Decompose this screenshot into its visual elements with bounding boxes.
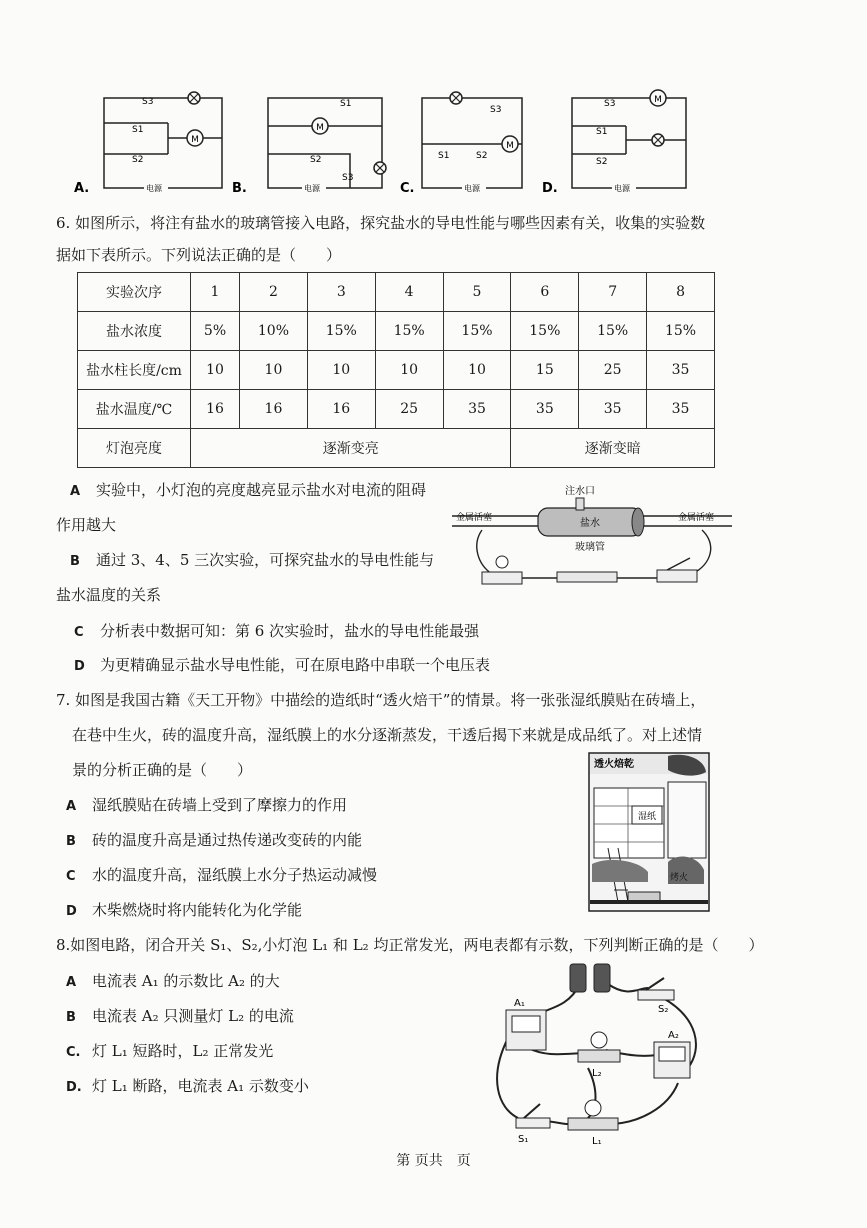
row-header: 盐水温度/℃ — [78, 390, 191, 429]
option-marker: D. — [66, 1080, 82, 1095]
q8-stem: 8.如图电路，闭合开关 S₁、S₂,小灯泡 L₁ 和 L₂ 均正常发光，两电表都有示数，下列判断正确的是（ ） — [56, 936, 764, 954]
option-marker: B — [66, 834, 76, 849]
q5-circuit-c — [400, 88, 540, 198]
table-cell: 16 — [307, 390, 375, 429]
right-plug-label: 金属活塞 — [678, 513, 715, 523]
option-label-b: B. — [232, 181, 247, 196]
lamp-l1-icon — [585, 1100, 601, 1116]
table-cell: 15% — [647, 312, 715, 351]
table-cell: 10 — [375, 351, 443, 390]
switch-label-s3: S3 — [142, 97, 154, 107]
q7-stem-line-2: 在巷中生火，砖的温度升高，湿纸膜上的水分逐渐蒸发，干透后揭下来就是成品纸了。对上述情 — [72, 726, 703, 744]
option-text: 电流表 A₂ 只测量灯 L₂ 的电流 — [92, 1007, 294, 1025]
inlet-label: 注水口 — [565, 486, 595, 497]
q5-circuit-b — [230, 88, 400, 198]
switch-s1-label: S₁ — [518, 1134, 529, 1145]
q7-option-a[interactable] — [66, 794, 347, 818]
option-marker: D — [74, 659, 85, 674]
option-text: 水的温度升高，湿纸膜上水分子热运动减慢 — [92, 866, 378, 884]
lamp-l2-base — [578, 1050, 620, 1062]
switch-s2-label: S₂ — [658, 1004, 669, 1015]
table-cell: 8 — [647, 273, 715, 312]
row-header: 盐水柱长度/cm — [78, 351, 191, 390]
table-cell: 16 — [191, 390, 240, 429]
battery-icon — [594, 964, 610, 992]
saltwater-tube-figure — [452, 484, 732, 594]
option-marker: B — [66, 1010, 76, 1025]
table-cell: 10% — [240, 312, 308, 351]
table-cell: 35 — [443, 390, 511, 429]
table-cell: 10 — [307, 351, 375, 390]
q8-option-b[interactable] — [66, 1005, 294, 1029]
battery-icon — [557, 572, 617, 582]
option-text: 木柴燃烧时将内能转化为化学能 — [92, 901, 303, 919]
q6-option-b-cont — [56, 584, 161, 606]
power-source-label: 电源 — [146, 184, 162, 193]
switch-label-s2: S2 — [596, 157, 608, 167]
option-marker: A — [66, 799, 77, 814]
battery-icon — [570, 964, 586, 992]
table-cell: 10 — [191, 351, 240, 390]
q7-option-c[interactable] — [66, 864, 377, 888]
option-marker: A — [66, 975, 77, 990]
table-row — [78, 273, 715, 312]
option-marker: B — [70, 554, 80, 569]
lamp-l2-label: L₂ — [592, 1068, 602, 1079]
table-cell: 16 — [240, 390, 308, 429]
table-cell: 1 — [191, 273, 240, 312]
table-row — [78, 429, 715, 468]
q8-circuit-photo — [488, 958, 710, 1148]
q7-option-d[interactable] — [66, 899, 302, 923]
q6-data-table — [77, 272, 715, 468]
q6-option-b[interactable] — [70, 549, 434, 573]
option-text: 实验中，小灯泡的亮度越亮显示盐水对电流的阻碍 — [96, 481, 427, 499]
table-cell: 35 — [511, 390, 579, 429]
option-marker: C. — [66, 1045, 81, 1060]
option-label-d: D. — [542, 181, 558, 196]
switch-label-s2: S2 — [132, 155, 144, 165]
table-cell: 5 — [443, 273, 511, 312]
q7-option-b[interactable] — [66, 829, 362, 853]
table-cell: 15% — [307, 312, 375, 351]
q8-option-c[interactable] — [66, 1040, 273, 1064]
row-header: 盐水浓度 — [78, 312, 191, 351]
table-cell: 3 — [307, 273, 375, 312]
row-header: 实验次序 — [78, 273, 191, 312]
power-source-label: 电源 — [464, 184, 480, 193]
bulb-base — [482, 572, 522, 584]
glass-tube-label: 玻璃管 — [575, 542, 605, 553]
option-text: 电流表 A₁ 的示数比 A₂ 的大 — [92, 972, 280, 990]
switch-icon — [657, 570, 697, 582]
table-cell: 10 — [240, 351, 308, 390]
motor-symbol: M — [191, 135, 199, 145]
option-text: 为更精确显示盐水导电性能，可在原电路中串联一个电压表 — [100, 656, 491, 674]
power-source-label: 电源 — [304, 184, 320, 193]
brightness-decreasing: 逐渐变暗 — [511, 429, 715, 468]
lamp-l1-base — [568, 1118, 618, 1130]
q8-option-a[interactable] — [66, 970, 280, 994]
table-cell: 15% — [511, 312, 579, 351]
table-cell: 15% — [375, 312, 443, 351]
switch-label-s3: S3 — [604, 99, 616, 109]
option-marker: C — [74, 625, 84, 640]
table-cell: 25 — [375, 390, 443, 429]
ammeter-a2-label: A₂ — [668, 1030, 679, 1041]
table-cell: 4 — [375, 273, 443, 312]
option-label-c: C. — [400, 181, 415, 196]
table-cell: 7 — [579, 273, 647, 312]
option-text: 灯 L₁ 短路时，L₂ 正常发光 — [92, 1042, 274, 1060]
switch-s1-icon — [516, 1118, 550, 1128]
brightness-increasing: 逐渐变亮 — [191, 429, 511, 468]
paper-drying-illustration — [588, 752, 710, 912]
q6-stem-line-1: 6. 如图所示，将注有盐水的玻璃管接入电路，探究盐水的导电性能与哪些因素有关，收集的实验数 — [56, 214, 706, 232]
q7-stem-line-3: 景的分析正确的是（ ） — [72, 761, 253, 779]
option-text: 作用越大 — [56, 516, 117, 534]
lamp-l1-label: L₁ — [592, 1136, 602, 1147]
option-text: 湿纸膜贴在砖墙上受到了摩擦力的作用 — [92, 796, 348, 814]
option-marker: C — [66, 869, 76, 884]
q6-option-d[interactable] — [74, 654, 490, 678]
table-cell: 15% — [443, 312, 511, 351]
switch-label-s1: S1 — [438, 151, 450, 161]
table-row — [78, 312, 715, 351]
q6-option-a[interactable] — [70, 479, 426, 503]
table-row — [78, 390, 715, 429]
option-marker: A — [70, 484, 81, 499]
power-source-label: 电源 — [614, 184, 630, 193]
switch-label-s2: S2 — [476, 151, 488, 161]
switch-label-s1: S1 — [132, 125, 144, 135]
table-cell: 15 — [511, 351, 579, 390]
table-cell: 5% — [191, 312, 240, 351]
fire-label: 烤火 — [670, 873, 689, 883]
option-text: 通过 3、4、5 三次实验，可探究盐水的导电性能与 — [96, 551, 435, 569]
table-cell: 35 — [647, 390, 715, 429]
illustration-title: 透火焙乾 — [594, 759, 634, 770]
option-text: 砖的温度升高是通过热传递改变砖的内能 — [92, 831, 363, 849]
switch-label-s1: S1 — [340, 99, 352, 109]
q8-option-d[interactable] — [66, 1075, 309, 1099]
table-cell: 25 — [579, 351, 647, 390]
motor-symbol: M — [506, 141, 514, 151]
table-row — [78, 351, 715, 390]
table-cell: 15% — [579, 312, 647, 351]
table-cell: 35 — [647, 351, 715, 390]
q5-circuit-a — [72, 88, 232, 198]
switch-s2-icon — [638, 990, 674, 1000]
table-cell: 6 — [511, 273, 579, 312]
switch-label-s2: S2 — [310, 155, 322, 165]
page-footer: 第 页共 页 — [396, 1153, 471, 1169]
table-cell: 10 — [443, 351, 511, 390]
switch-label-s3: S3 — [490, 105, 502, 115]
left-plug-label: 金属活塞 — [456, 513, 493, 523]
wet-paper-label: 湿纸 — [637, 812, 657, 822]
option-label-a: A. — [74, 181, 90, 196]
option-text: 灯 L₁ 断路，电流表 A₁ 示数变小 — [92, 1077, 309, 1095]
table-cell: 2 — [240, 273, 308, 312]
table-cell: 35 — [579, 390, 647, 429]
saltwater-label: 盐水 — [580, 518, 600, 529]
motor-symbol: M — [654, 95, 662, 105]
option-marker: D — [66, 904, 77, 919]
option-text: 分析表中数据可知：第 6 次实验时，盐水的导电性能最强 — [100, 622, 480, 640]
q5-circuit-d — [540, 88, 700, 198]
bulb-icon — [496, 556, 508, 568]
q7-stem-line-1: 7. 如图是我国古籍《天工开物》中描绘的造纸时“透火焙干”的情景。将一张张湿纸膜贴在砖墙上， — [56, 691, 706, 709]
motor-symbol: M — [316, 123, 324, 133]
switch-label-s1: S1 — [596, 127, 608, 137]
lamp-l2-icon — [591, 1032, 607, 1048]
q6-stem-line-2: 据如下表所示。下列说法正确的是（ ） — [56, 246, 342, 264]
q6-option-a-cont — [56, 514, 116, 536]
option-text: 盐水温度的关系 — [56, 586, 162, 604]
q6-option-c[interactable] — [74, 620, 479, 644]
ammeter-a1-label: A₁ — [514, 998, 525, 1009]
switch-label-s3: S3 — [342, 173, 354, 183]
row-header: 灯泡亮度 — [78, 429, 191, 468]
